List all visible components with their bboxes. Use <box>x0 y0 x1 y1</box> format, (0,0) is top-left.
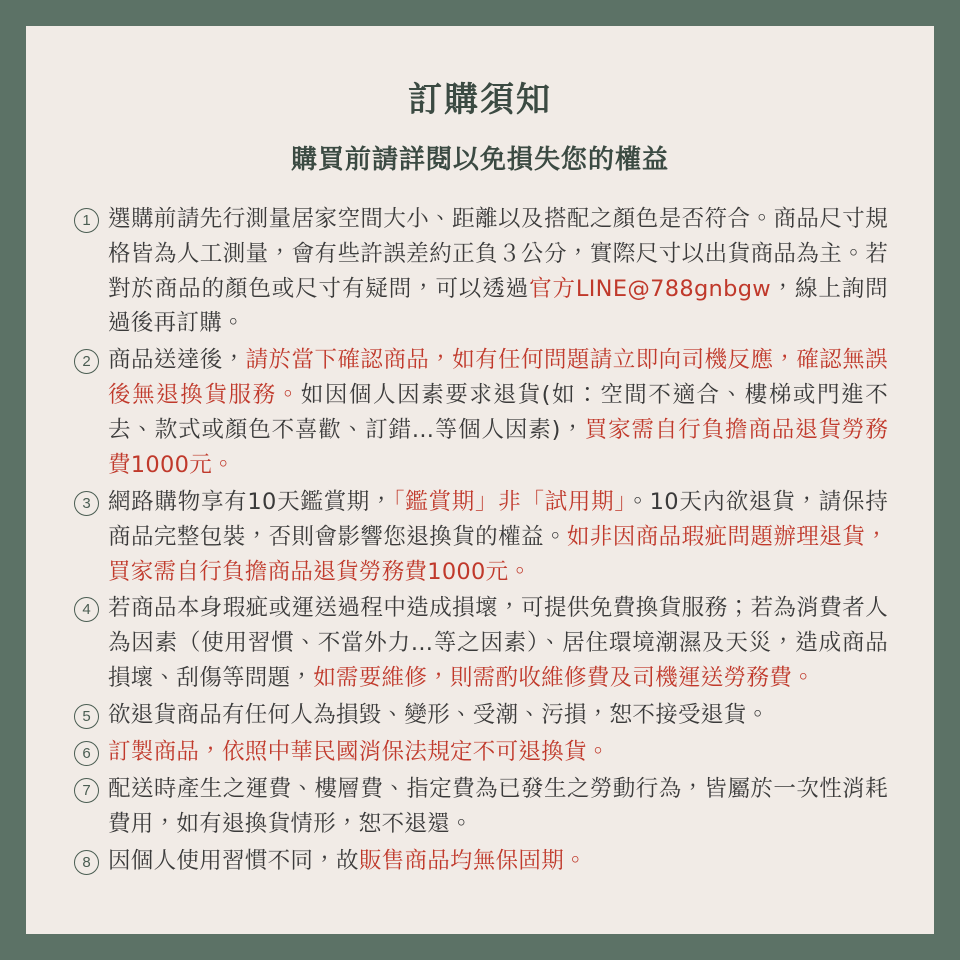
text-segment: 商品送達後， <box>108 347 246 374</box>
text-segment: 如非因商品瑕疵問題辦理退貨，買家需自行負擔商品退貨勞務費1000元。 <box>108 523 888 585</box>
notice-card <box>26 26 934 934</box>
list-item-text <box>108 485 888 590</box>
list-item-text <box>108 343 888 483</box>
list-item <box>74 202 888 342</box>
list-item <box>74 343 888 483</box>
list-item-number: 4 <box>74 597 99 622</box>
text-segment: 買家需自行負擔商品退貨勞務費1000元。 <box>108 417 888 478</box>
text-segment: 「鑑賞期」非「試用期」 <box>393 488 627 515</box>
list-item-number: 3 <box>74 491 99 516</box>
text-segment: 請於當下確認商品，如有任何問題請立即向司機反應，確認無誤後無退換貨服務。 <box>108 347 888 409</box>
text-segment: 欲退貨商品有任何人為損毀、變形、受潮、污損，恕不接受退貨。 <box>108 702 770 729</box>
list-item-text <box>108 591 888 696</box>
list-item-number: 8 <box>74 850 99 875</box>
list-item-number: 7 <box>74 778 99 803</box>
list-item <box>74 485 888 590</box>
text-segment: 若商品本身瑕疵或運送過程中造成損壞，可提供免費換貨服務；若為消費者人為因素（使用習慣、不當外力...等之因素）、居住環境潮濕及天災，造成商品損壞、刮傷等問題， <box>108 595 888 692</box>
page-subtitle: 購買前請詳閱以免損失您的權益 <box>290 144 669 175</box>
list-item <box>74 844 888 879</box>
list-item-number: 2 <box>74 349 99 374</box>
list-item <box>74 772 888 842</box>
list-item-text <box>108 772 888 842</box>
text-segment: 販售商品均無保固期。 <box>358 847 587 874</box>
text-segment: 網路購物享有10天鑑賞期， <box>108 488 394 515</box>
text-segment: 選購前請先行測量居家空間大小、距離以及搭配之顏色是否符合。商品尺寸規格皆為人工測量，會有些許誤差約正負３公分，實際尺寸以出貨商品為主。若對於商品的顏色或尺寸有疑問，可以透過 <box>108 205 888 302</box>
text-segment: ，線上詢問過後再訂購。 <box>108 275 888 337</box>
text-segment: 配送時產生之運費、樓層費、指定費為已發生之勞動行為，皆屬於一次性消耗費用，如有退換貨情形，恕不退還。 <box>108 775 888 837</box>
text-segment: 。10天內欲退貨，請保持商品完整包裝，否則會影響您退換貨的權益。 <box>108 488 888 550</box>
list-item-number: 1 <box>74 208 99 233</box>
list-item <box>74 698 888 733</box>
text-segment: 訂製商品，依照中華民國消保法規定不可退換貨。 <box>108 738 610 765</box>
list-item-text <box>108 202 888 342</box>
list-item-number: 6 <box>74 741 99 766</box>
text-segment: 因個人使用習慣不同，故 <box>108 847 359 874</box>
text-segment: 官方LINE@788gnbgw <box>529 275 771 302</box>
notice-list <box>60 202 900 879</box>
list-item <box>74 735 888 770</box>
page-title: 訂購須知 <box>408 80 552 120</box>
list-item <box>74 591 888 696</box>
text-segment: 如需要維修，則需酌收維修費及司機運送勞務費。 <box>313 665 815 692</box>
list-item-number: 5 <box>74 704 99 729</box>
text-segment: 如因個人因素要求退貨(如：空間不適合、樓梯或門進不去、款式或顏色不喜歡、訂錯...等個人因素)， <box>108 382 888 444</box>
list-item-text <box>108 844 888 879</box>
list-item-text <box>108 735 888 770</box>
list-item-text <box>108 698 888 733</box>
